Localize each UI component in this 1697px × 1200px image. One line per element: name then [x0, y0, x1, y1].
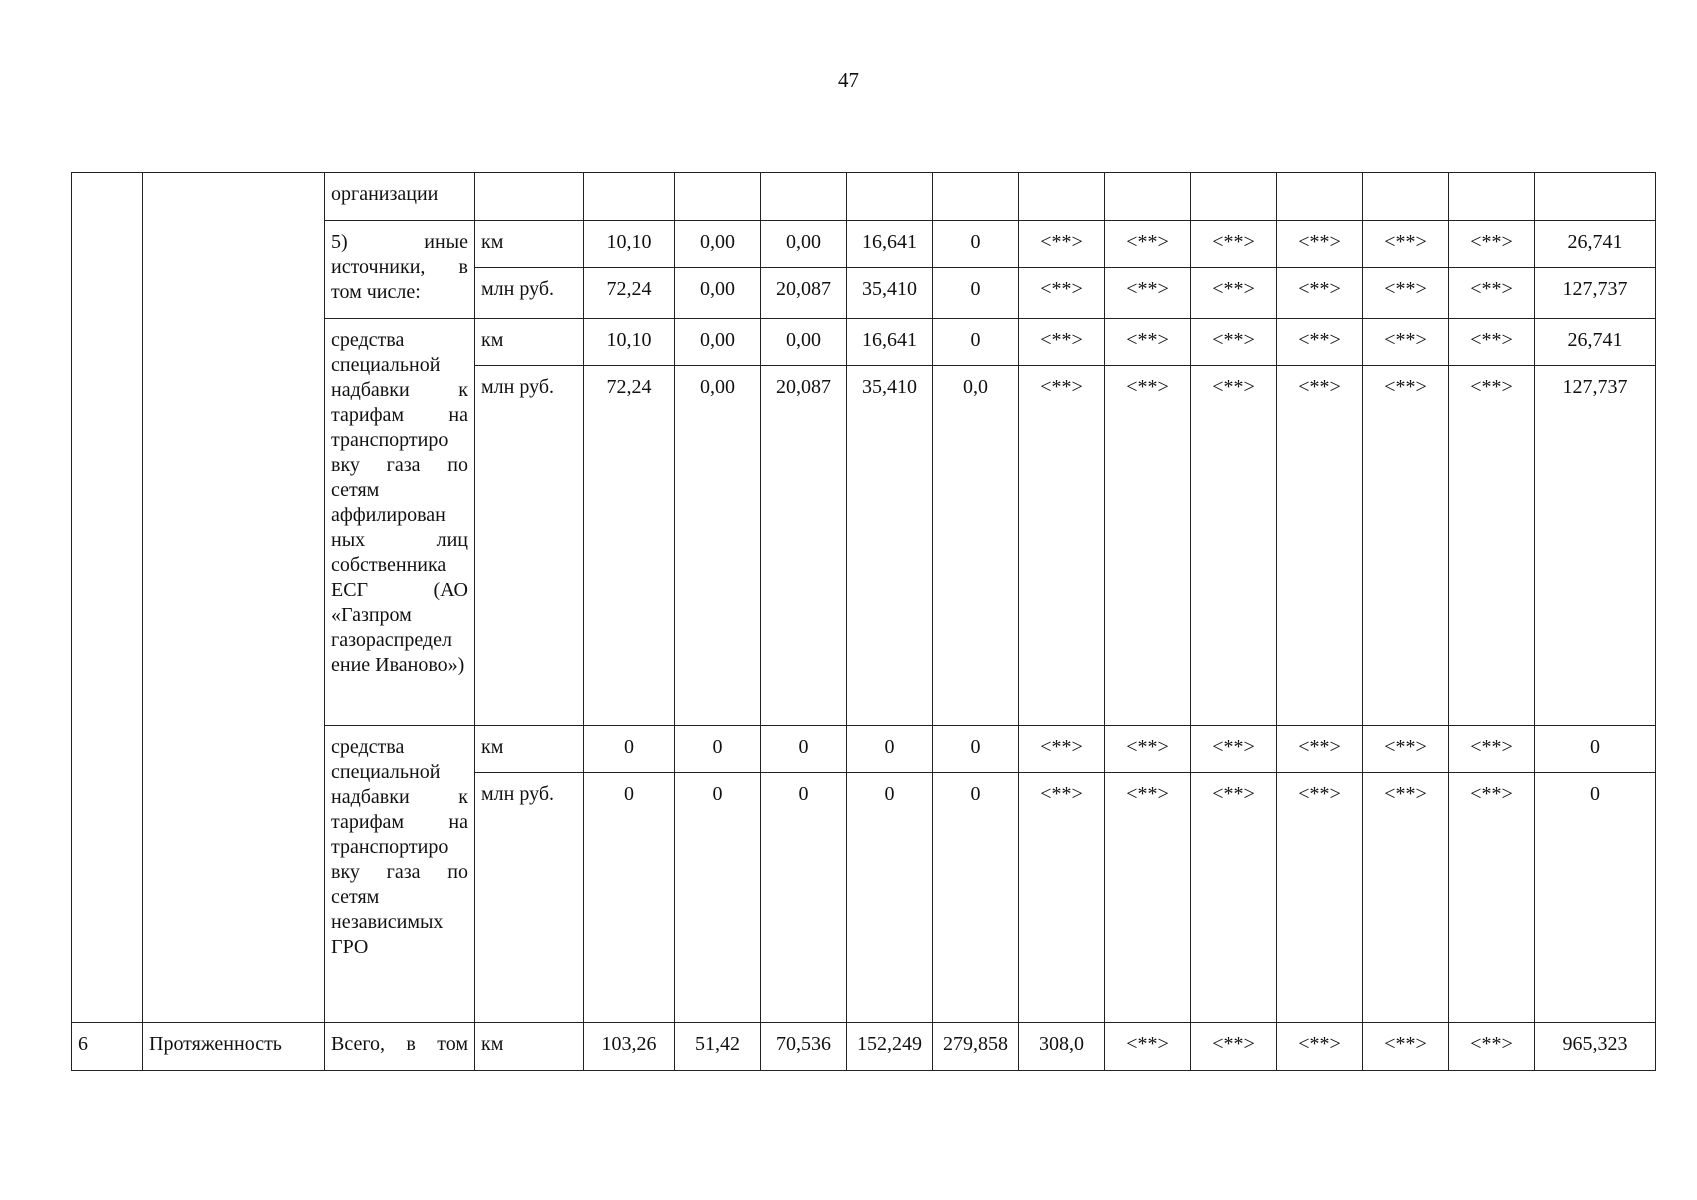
value-cell: 0: [847, 726, 933, 773]
value-cell: 0: [933, 268, 1019, 319]
unit-cell: км: [475, 1023, 584, 1071]
value-cell: [1191, 173, 1277, 221]
value-cell: <**>: [1191, 1023, 1277, 1071]
value-cell: 16,641: [847, 221, 933, 268]
value-cell: <**>: [1277, 268, 1363, 319]
value-cell: 0: [675, 726, 761, 773]
value-cell: 72,24: [584, 366, 675, 726]
value-cell: 16,641: [847, 319, 933, 366]
value-cell: [584, 173, 675, 221]
value-cell: <**>: [1105, 221, 1191, 268]
value-cell: <**>: [1105, 319, 1191, 366]
value-cell: 308,0: [1019, 1023, 1105, 1071]
group-label-cell: средства специальной надбавки к тарифам на транспортиро вку газа по сетям независимых ГРО: [325, 726, 475, 1023]
value-cell: <**>: [1363, 726, 1449, 773]
value-cell: 0,0: [933, 366, 1019, 726]
total-cell: 965,323: [1535, 1023, 1656, 1071]
value-cell: 20,087: [761, 366, 847, 726]
value-cell: <**>: [1105, 1023, 1191, 1071]
total-cell: 26,741: [1535, 221, 1656, 268]
value-cell: <**>: [1019, 773, 1105, 1023]
document-table: [71, 172, 1656, 1071]
value-cell: <**>: [1449, 726, 1535, 773]
row-number-cell: 6: [72, 1023, 143, 1071]
value-cell: <**>: [1191, 319, 1277, 366]
value-cell: 0,00: [761, 319, 847, 366]
table-body: [72, 173, 1656, 1071]
value-cell: <**>: [1019, 221, 1105, 268]
value-cell: <**>: [1019, 366, 1105, 726]
value-cell: 35,410: [847, 268, 933, 319]
value-cell: <**>: [1449, 221, 1535, 268]
value-cell: <**>: [1191, 726, 1277, 773]
value-cell: 0: [761, 773, 847, 1023]
value-cell: 152,249: [847, 1023, 933, 1071]
value-cell: <**>: [1449, 773, 1535, 1023]
value-cell: <**>: [1277, 726, 1363, 773]
value-cell: 0: [761, 726, 847, 773]
value-cell: <**>: [1019, 268, 1105, 319]
value-cell: <**>: [1277, 221, 1363, 268]
value-cell: 0: [933, 319, 1019, 366]
value-cell: 0: [933, 221, 1019, 268]
value-cell: [1105, 173, 1191, 221]
total-cell: 26,741: [1535, 319, 1656, 366]
value-cell: 0: [584, 773, 675, 1023]
value-cell: <**>: [1363, 268, 1449, 319]
value-cell: 0,00: [675, 221, 761, 268]
value-cell: <**>: [1191, 366, 1277, 726]
total-cell: 0: [1535, 773, 1656, 1023]
unit-cell: млн руб.: [475, 268, 584, 319]
unit-cell: км: [475, 221, 584, 268]
value-cell: [933, 173, 1019, 221]
group-label-cell: средства специальной надбавки к тарифам на транспортиро вку газа по сетям аффилирован ных лиц собственника ЕСГ (АО «Газпром газораспредел ение Иваново»): [325, 319, 475, 726]
total-cell: [1535, 173, 1656, 221]
value-cell: [1277, 173, 1363, 221]
value-cell: 279,858: [933, 1023, 1019, 1071]
value-cell: 10,10: [584, 319, 675, 366]
value-cell: [847, 173, 933, 221]
value-cell: 0: [847, 773, 933, 1023]
value-cell: <**>: [1105, 726, 1191, 773]
unit-cell: млн руб.: [475, 366, 584, 726]
value-cell: <**>: [1363, 1023, 1449, 1071]
value-cell: 0,00: [675, 268, 761, 319]
row-name-cell: [143, 173, 325, 1023]
value-cell: 70,536: [761, 1023, 847, 1071]
value-cell: 0: [933, 773, 1019, 1023]
value-cell: [1449, 173, 1535, 221]
value-cell: <**>: [1191, 773, 1277, 1023]
value-cell: [1363, 173, 1449, 221]
value-cell: <**>: [1449, 319, 1535, 366]
table-row: [72, 1023, 1656, 1071]
value-cell: 0,00: [761, 221, 847, 268]
total-cell: 0: [1535, 726, 1656, 773]
value-cell: 10,10: [584, 221, 675, 268]
value-cell: [761, 173, 847, 221]
value-cell: [1019, 173, 1105, 221]
value-cell: 20,087: [761, 268, 847, 319]
value-cell: <**>: [1363, 221, 1449, 268]
value-cell: 0,00: [675, 319, 761, 366]
value-cell: 0: [584, 726, 675, 773]
value-cell: 35,410: [847, 366, 933, 726]
value-cell: 51,42: [675, 1023, 761, 1071]
value-cell: 103,26: [584, 1023, 675, 1071]
value-cell: <**>: [1449, 1023, 1535, 1071]
page-number: 47: [838, 68, 859, 92]
value-cell: <**>: [1277, 773, 1363, 1023]
unit-cell: км: [475, 319, 584, 366]
unit-cell: км: [475, 726, 584, 773]
value-cell: <**>: [1105, 773, 1191, 1023]
value-cell: 0,00: [675, 366, 761, 726]
value-cell: <**>: [1363, 773, 1449, 1023]
value-cell: <**>: [1105, 268, 1191, 319]
value-cell: 0: [675, 773, 761, 1023]
group-label-cell: 5) иные источники, в том числе:: [325, 221, 475, 319]
value-cell: <**>: [1191, 268, 1277, 319]
total-cell: 127,737: [1535, 366, 1656, 726]
value-cell: [675, 173, 761, 221]
row-name-cell: Протяженность: [143, 1023, 325, 1071]
value-cell: <**>: [1449, 366, 1535, 726]
value-cell: <**>: [1363, 319, 1449, 366]
row-label-cell: организации: [325, 173, 475, 221]
value-cell: <**>: [1191, 221, 1277, 268]
value-cell: <**>: [1105, 366, 1191, 726]
row-number-cell: [72, 173, 143, 1023]
value-cell: <**>: [1449, 268, 1535, 319]
row-label-cell: Всего, в том: [325, 1023, 475, 1071]
value-cell: 0: [933, 726, 1019, 773]
unit-cell: млн руб.: [475, 773, 584, 1023]
unit-cell: [475, 173, 584, 221]
value-cell: <**>: [1363, 366, 1449, 726]
value-cell: <**>: [1019, 726, 1105, 773]
total-cell: 127,737: [1535, 268, 1656, 319]
value-cell: <**>: [1019, 319, 1105, 366]
table-row: [72, 173, 1656, 221]
value-cell: <**>: [1277, 366, 1363, 726]
value-cell: 72,24: [584, 268, 675, 319]
value-cell: <**>: [1277, 319, 1363, 366]
value-cell: <**>: [1277, 1023, 1363, 1071]
